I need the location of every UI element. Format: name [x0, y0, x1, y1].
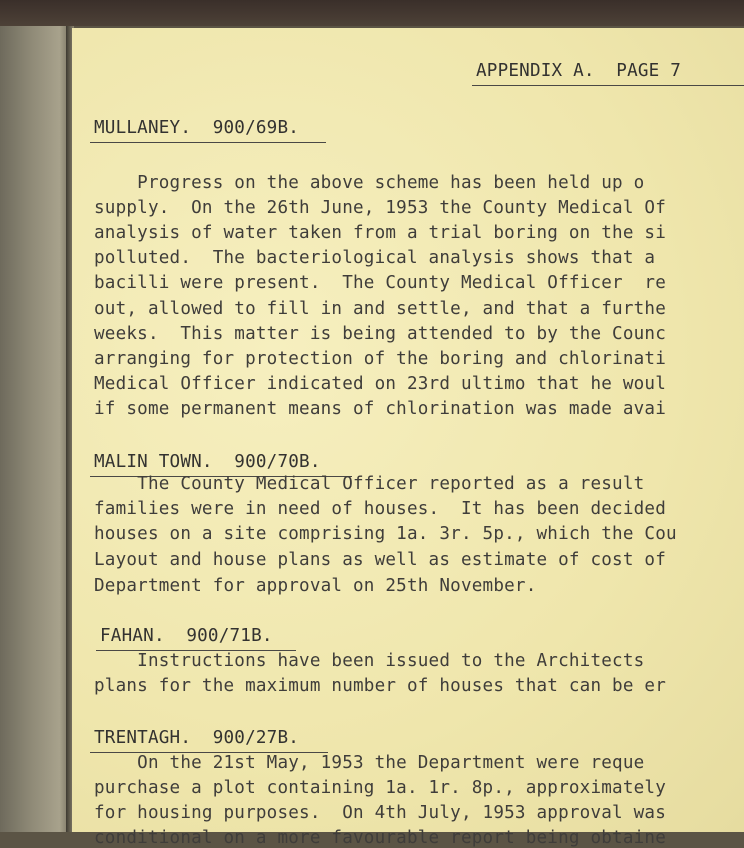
body-line: plans for the maximum number of houses that can be er — [94, 676, 666, 696]
body-line: Layout and house plans as well as estimate of cost of — [94, 550, 666, 570]
typewritten-page — [72, 28, 744, 848]
body-line: Department for approval on 25th November. — [94, 576, 537, 596]
section-heading-malin-town: MALIN TOWN. 900/70B. — [94, 452, 321, 472]
body-line: out, allowed to fill in and settle, and that a furthe — [94, 299, 666, 319]
section-heading-mullaney: MULLANEY. 900/69B. — [94, 118, 300, 138]
section-heading-underline — [90, 142, 326, 143]
body-line: weeks. This matter is being attended to by the Counc — [94, 324, 666, 344]
body-line: Medical Officer indicated on 23rd ultimo that he woul — [94, 374, 666, 394]
body-line: supply. On the 26th June, 1953 the County Medical Of — [94, 198, 666, 218]
section-heading-trentagh: TRENTAGH. 900/27B. — [94, 728, 300, 748]
body-line: houses on a site comprising 1a. 3r. 5p., which the Cou — [94, 524, 677, 544]
book-top-edge — [0, 0, 744, 26]
body-line: for housing purposes. On 4th July, 1953 approval was — [94, 803, 666, 823]
body-line: conditional on a more favourable report being obtaine — [94, 828, 666, 848]
body-line: The County Medical Officer reported as a result — [94, 474, 645, 494]
body-line: Instructions have been issued to the Architects — [94, 651, 645, 671]
body-line: polluted. The bacteriological analysis shows that a — [94, 248, 656, 268]
page-header-underline — [472, 85, 744, 86]
body-line: purchase a plot containing 1a. 1r. 8p., approximately — [94, 778, 666, 798]
body-line: On the 21st May, 1953 the Department were reque — [94, 753, 645, 773]
body-line: bacilli were present. The County Medical Officer re — [94, 273, 666, 293]
body-line: arranging for protection of the boring and chlorinati — [94, 349, 666, 369]
body-line: Progress on the above scheme has been held up o — [94, 173, 645, 193]
page-header: APPENDIX A. PAGE 7 — [476, 61, 682, 81]
body-line: analysis of water taken from a trial boring on the si — [94, 223, 666, 243]
body-line: if some permanent means of chlorination was made avai — [94, 399, 666, 419]
facing-page-edge — [0, 26, 70, 832]
section-heading-fahan: FAHAN. 900/71B. — [100, 626, 273, 646]
body-line: families were in need of houses. It has been decided — [94, 499, 666, 519]
